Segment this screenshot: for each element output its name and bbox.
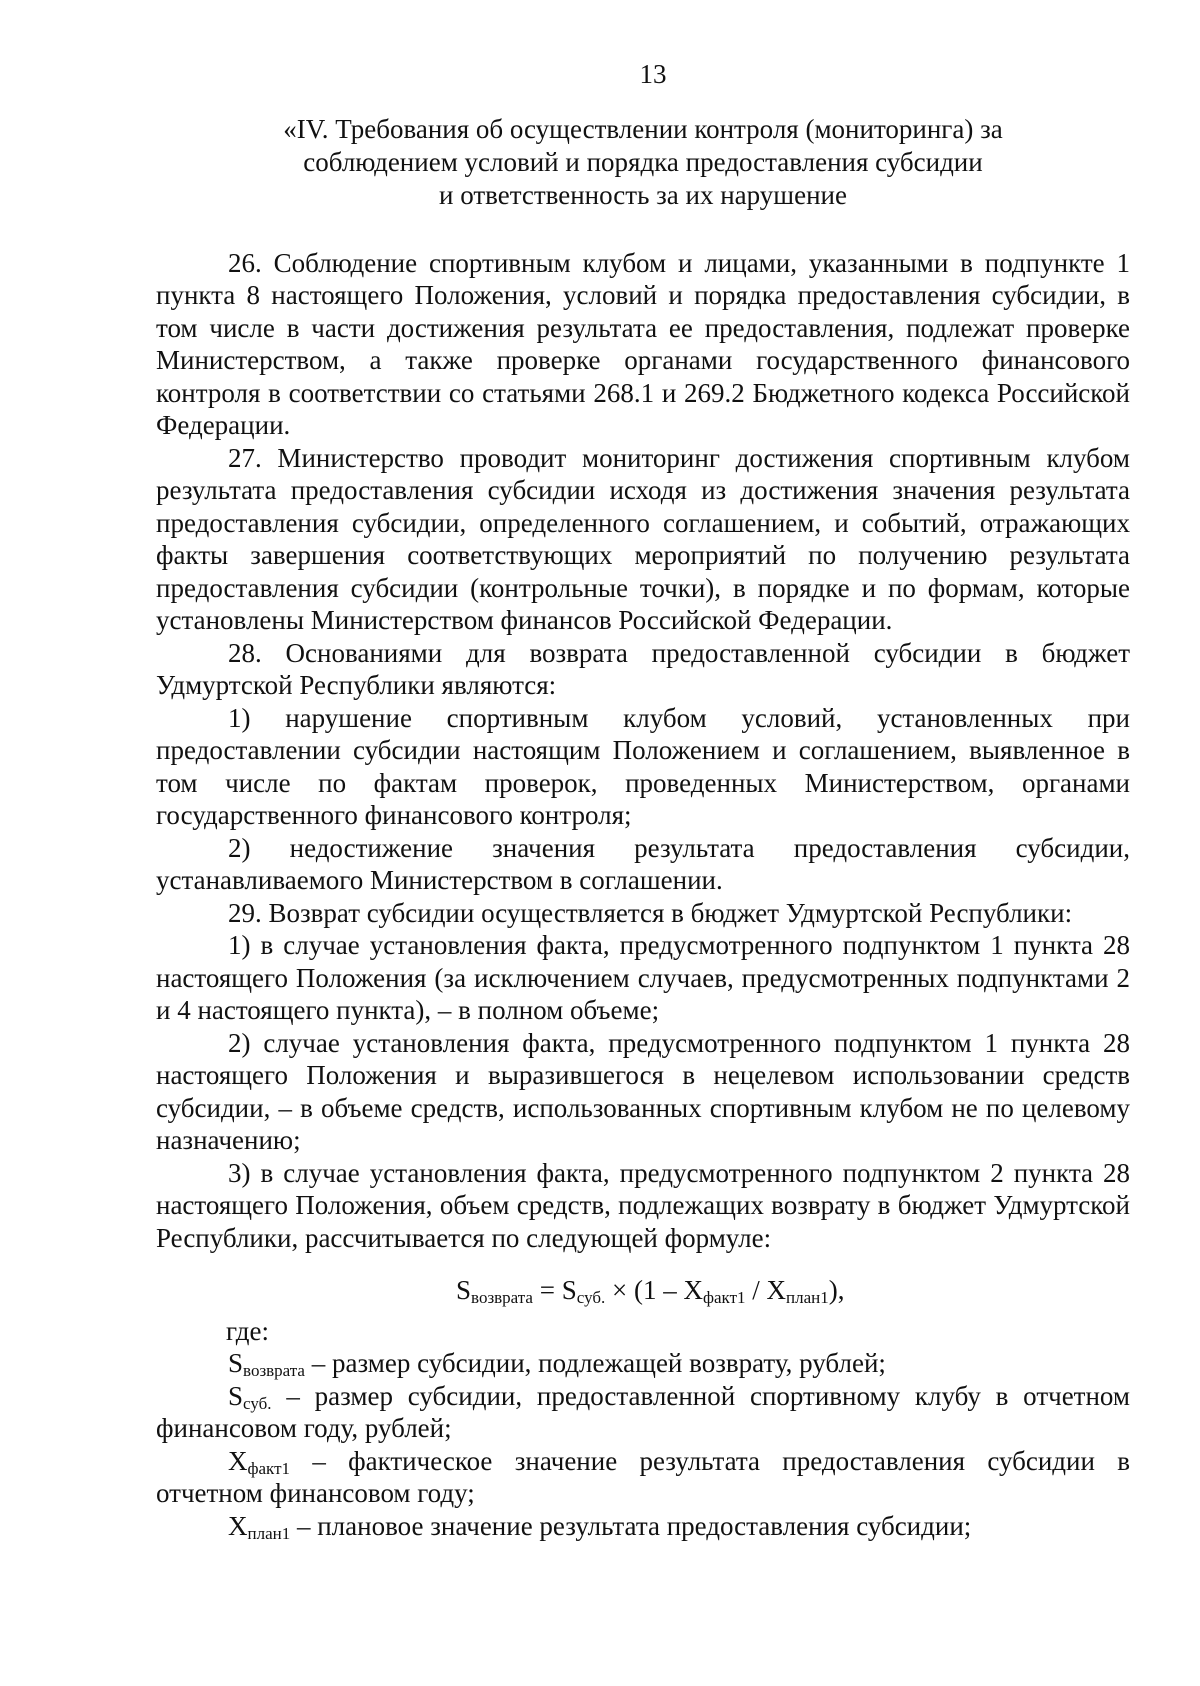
formula-x-letter-2: X (766, 1275, 787, 1305)
definition-s-sub: $S_{суб.}$ – размер субсидии, предоставленной спортивному клубу в отчетном финансовом году, рублей; (156, 1380, 1130, 1443)
formula-s-return-sub: возврата (471, 1288, 533, 1307)
paragraph-26: 26. Соблюдение спортивным клубом и лицами, указанными в подпункте 1 пункта 8 настоящего Положения, условий и порядка предоставления субсидии, в том числе в части достижения результата ее предоставления, подлежат проверке Министерством, а также проверке органами государственного финансового контроля в соответствии со статьями 268.1 и 269.2 Бюджетного кодекса Российской Федерации. (156, 247, 1130, 440)
definition-s-return: $S_{возврата}$ – размер субсидии, подлежащей возврату, рублей; (228, 1348, 886, 1380)
paragraph-29-item-1: 1) в случае установления факта, предусмотренного подпунктом 1 пункта 28 настоящего Положения (за исключением случаев, предусмотренных подпунктами 2 и 4 настоящего пункта), – в полном объеме; (156, 930, 1130, 1025)
paragraph-29-item-2: 2) случае установления факта, предусмотренного подпунктом 1 пункта 28 настоящего Положения и выразившегося в нецелевом использовании средств субсидии, – в объеме средств, использованных спортивным клубом не по целевому назначению; (156, 1027, 1130, 1155)
definition-x-fact: $X_{факт1}$ – фактическое значение результата предоставления субсидии в отчетном финансовом году; (156, 1445, 1130, 1508)
where-label: где: (226, 1315, 269, 1346)
formula-s-sub-sub: суб. (576, 1288, 606, 1307)
refund-formula (156, 1274, 1130, 1307)
paragraph-29: 29. Возврат субсидии осуществляется в бюджет Удмуртской Республики: (228, 897, 1073, 928)
formula-s-letter-2: S (561, 1275, 577, 1305)
formula-slash: / (745, 1275, 767, 1305)
formula-x-fact-sub: факт1 (702, 1288, 746, 1307)
heading-line-1: «IV. Требования об осуществлении контроля (мониторинга) за (283, 113, 1003, 144)
paragraph-28: 28. Основаниями для возврата предоставленной субсидии в бюджет Удмуртской Республики являются: (156, 637, 1130, 700)
formula-s-letter: S (456, 1275, 472, 1305)
page-number: 13 (639, 59, 667, 89)
formula-x-plan-sub: план1 (786, 1288, 829, 1307)
heading-line-3: и ответственность за их нарушение (439, 179, 847, 210)
heading-line-2: соблюдением условий и порядка предоставления субсидии (303, 146, 983, 177)
section-heading (156, 113, 1130, 212)
paragraph-29-item-3: 3) в случае установления факта, предусмотренного подпунктом 2 пункта 28 настоящего Положения, объем средств, подлежащих возврату в бюджет Удмуртской Республики, рассчитывается по следующей формуле: (156, 1157, 1130, 1253)
paragraph-28-item-2: 2) недостижение значения результата предоставления субсидии, устанавливаемого Министерством в соглашении. (156, 832, 1130, 895)
formula-equals: = (532, 1275, 562, 1305)
definition-x-plan: $X_{план1}$ – плановое значение результата предоставления субсидии; (228, 1510, 972, 1543)
formula-close: ), (828, 1275, 845, 1305)
paragraph-28-item-1: 1) нарушение спортивным клубом условий, установленных при предоставлении субсидии настоящим Положением и соглашением, выявленное в том числе по фактам проверок, проведенных Министерством, органами государственного финансового контроля; (156, 702, 1130, 830)
formula-mult-open: × (1 – (605, 1275, 684, 1305)
paragraph-27: 27. Министерство проводит мониторинг достижения спортивным клубом результата предоставления субсидии исходя из достижения значения результата предоставления субсидии, определенного соглашением, и событий, отражающих факты завершения соответствующих мероприятий по получению результата предоставления субсидии (контрольные точки), в порядке и по формам, которые установлены Министерством финансов Российской Федерации. (156, 442, 1130, 635)
formula-x-letter: X (683, 1275, 703, 1305)
